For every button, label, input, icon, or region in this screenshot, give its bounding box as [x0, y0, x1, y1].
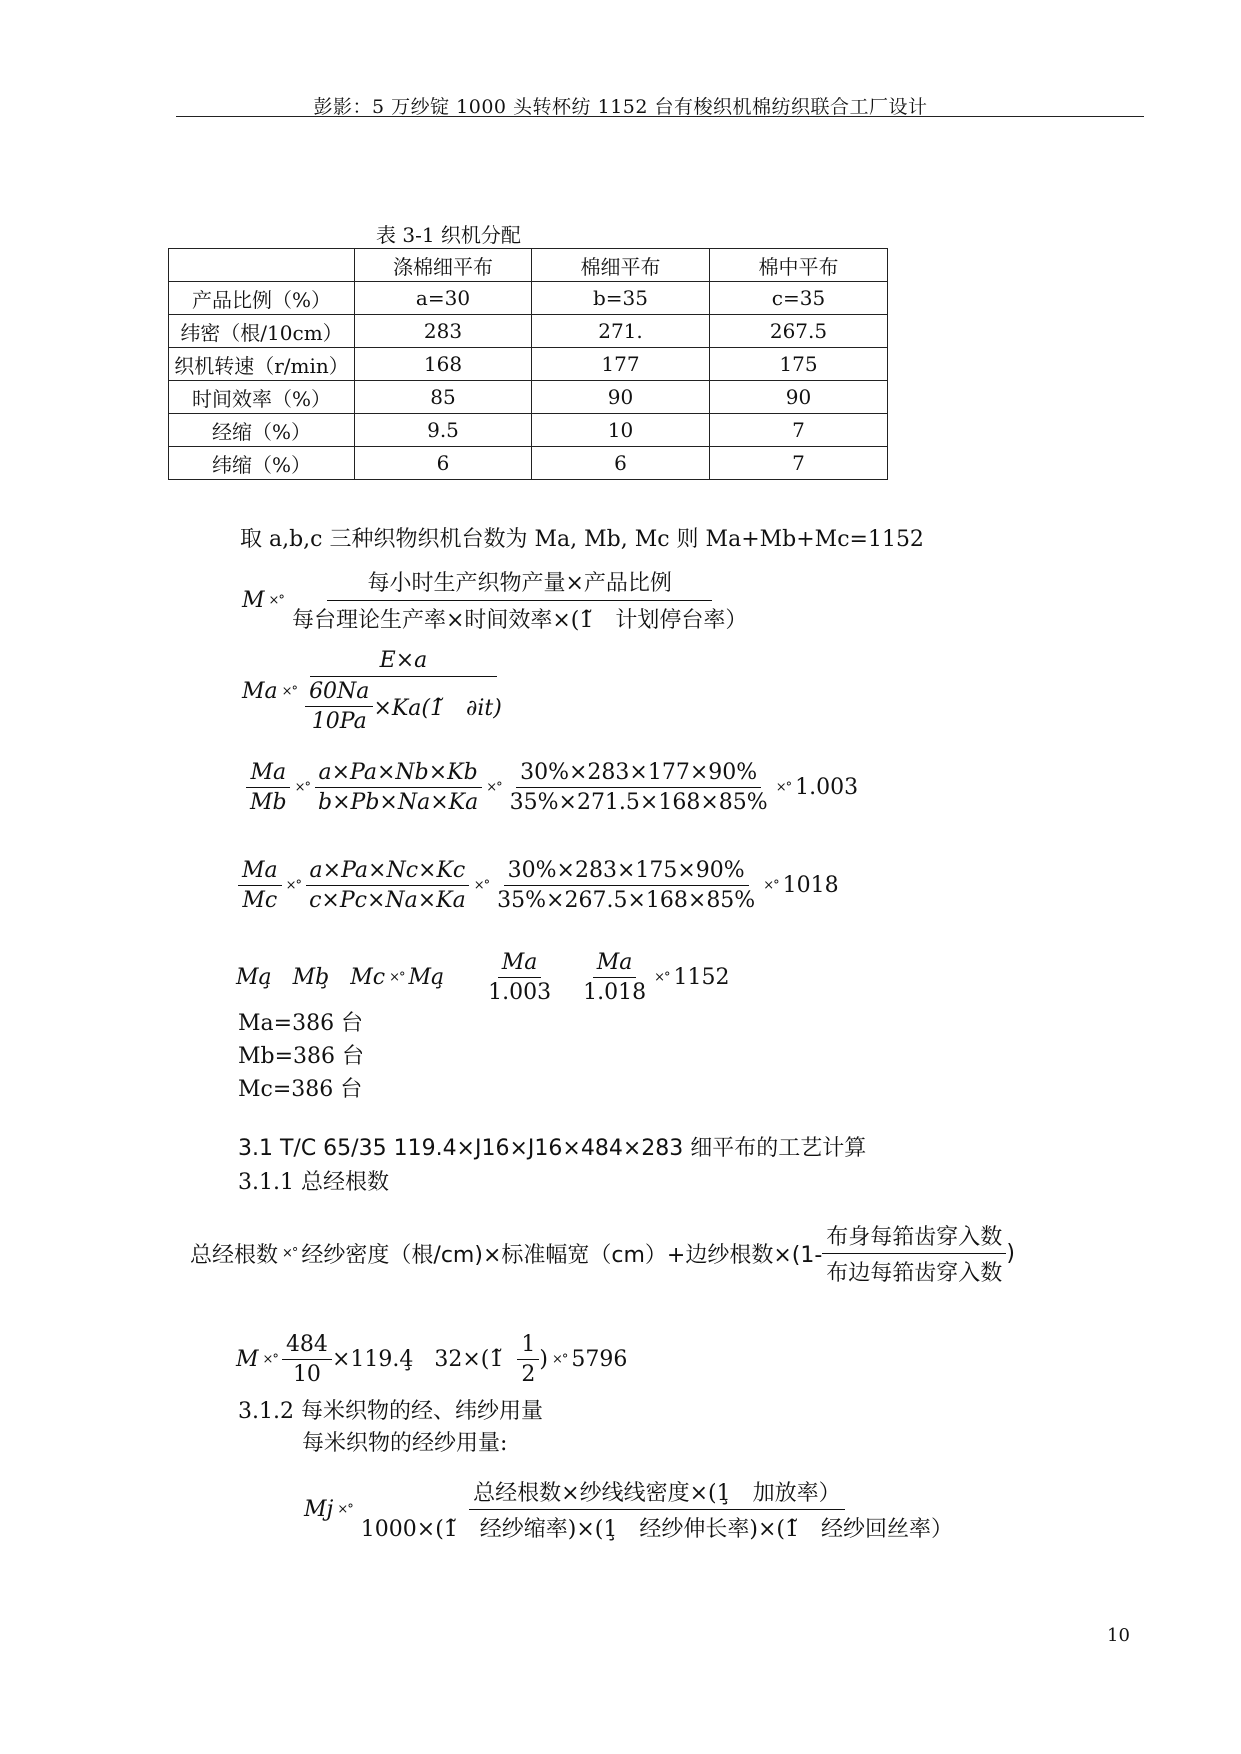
table-cell: a=30 [355, 282, 532, 315]
table-cell: 6 [355, 447, 532, 480]
denominator: 35%×267.5×168×85% [497, 888, 756, 913]
equals-symbol: ×° [775, 780, 792, 795]
numerator: 每小时生产织物产量×产品比例 [327, 566, 711, 601]
table-cell: 10 [532, 414, 710, 447]
section-heading-3-1-1: 3.1.1 总经根数 [238, 1170, 389, 1195]
formula-middle: ×119.4̧ 32×(1̃ [331, 1347, 504, 1372]
formula-5 [236, 950, 730, 1005]
table-cell: 85 [355, 381, 532, 414]
table-header-row [169, 249, 888, 282]
denominator [301, 677, 506, 734]
table-cell: 6 [532, 447, 710, 480]
denominator: c×Pc×Na×Ka [309, 888, 466, 913]
fraction [517, 1332, 539, 1387]
table-cell: 时间效率（%） [169, 381, 355, 414]
formula-result: 1152 [673, 965, 730, 990]
numerator: a×Pa×Nb×Kb [315, 760, 482, 788]
formula-result: 1018 [782, 873, 839, 898]
table-cell: 175 [710, 348, 888, 381]
formula-result: 5796 [571, 1347, 628, 1372]
numerator: E×a [310, 648, 498, 677]
numerator: 总经根数×纱线线密度×(1̧ 加放率） [469, 1476, 844, 1510]
denominator: Mc [242, 888, 278, 913]
table-cell: 90 [532, 381, 710, 414]
numerator: 30%×283×175×90% [504, 858, 749, 886]
table-cell: c=35 [710, 282, 888, 315]
denominator: 2 [521, 1362, 536, 1387]
table-cell: 7 [710, 414, 888, 447]
table-cell: b=35 [532, 282, 710, 315]
formula-1 [242, 566, 751, 634]
numerator: 484 [282, 1332, 332, 1360]
table-caption: 表 3-1 织机分配 [376, 223, 521, 247]
inner-numerator: 60Na [305, 679, 373, 707]
table-cell: 织机转速（r/min） [169, 348, 355, 381]
fraction [288, 566, 751, 634]
equals-symbol: ×° [281, 683, 298, 699]
inner-fraction [305, 679, 373, 734]
intro-paragraph: 取 a,b,c 三种织物织机台数为 Ma, Mb, Mc 则 Ma+Mb+Mc=1152 [240, 527, 924, 552]
denominator: 每台理论生产率×时间效率×(1̃ 计划停台率） [291, 608, 748, 633]
table-cell: 9.5 [355, 414, 532, 447]
equals-symbol: ×° [473, 878, 490, 893]
fraction [822, 1220, 1006, 1287]
denominator: Mb [250, 790, 287, 815]
formula-4 [238, 858, 839, 913]
results-block [238, 1007, 364, 1106]
table-header-cell: 涤棉细平布 [355, 249, 532, 282]
equals-symbol: ×° [268, 592, 284, 608]
equals-symbol: ×° [551, 1352, 568, 1367]
running-header: 彭影：5 万纱锭 1000 头转杯纺 1152 台有梭织机棉纺织联合工厂设计 [313, 96, 928, 118]
numerator: Ma [498, 950, 542, 978]
equals-symbol: ×° [285, 878, 302, 893]
equals-symbol: ×° [294, 780, 311, 795]
numeric-fraction [493, 858, 759, 913]
denominator: 1000×(1̃ 经纱缩率)×(1̧ 经纱伸长率)×(1̃ 经纱回丝率） [360, 1517, 953, 1542]
formula-lhs: M [242, 587, 265, 613]
numerator: a×Pa×Nc×Kc [306, 858, 470, 886]
formula-7 [236, 1332, 627, 1387]
table-cell: 纬缩（%） [169, 447, 355, 480]
table-cell: 177 [532, 348, 710, 381]
table-row [169, 348, 888, 381]
symbolic-fraction [314, 760, 482, 815]
equals-symbol: ×° [389, 970, 405, 985]
formula-rhs: 经纱密度（根/cm)×标准幅宽（cm）+边纱根数×(1- [301, 1243, 823, 1268]
result-line: Mc=386 台 [238, 1077, 363, 1102]
equals-symbol: ×° [282, 1246, 298, 1261]
lhs-fraction [238, 858, 282, 913]
denominator: b×Pb×Na×Ka [318, 790, 479, 815]
fraction [357, 1476, 957, 1543]
closing-paren: ) [1006, 1241, 1015, 1266]
equals-symbol: ×° [262, 1352, 278, 1367]
numerator: Ma [246, 760, 290, 788]
result-line: Ma=386 台 [238, 1011, 364, 1036]
formula-3 [246, 760, 858, 815]
denominator: 1.003 [488, 980, 552, 1005]
page-number: 10 [1107, 1625, 1130, 1646]
table-cell: 经缩（%） [169, 414, 355, 447]
numerator: 1 [517, 1332, 539, 1360]
table-row [169, 315, 888, 348]
equals-symbol: ×° [763, 878, 779, 893]
numeric-fraction [506, 760, 772, 815]
equals-symbol: ×° [486, 780, 502, 795]
denominator: 35%×271.5×168×85% [509, 790, 768, 815]
table-cell: 90 [710, 381, 888, 414]
numerator: 30%×283×177×90% [516, 760, 761, 788]
numerator: 布身每筘齿穿入数 [822, 1220, 1006, 1254]
result-line: Mb=386 台 [238, 1044, 365, 1069]
table-cell: 267.5 [710, 315, 888, 348]
table-cell: 产品比例（%） [169, 282, 355, 315]
denominator: 10 [292, 1362, 321, 1387]
formula-lhs: M [236, 1347, 259, 1372]
subsection-label: 每米织物的经纱用量: [302, 1431, 508, 1456]
lhs-fraction [246, 760, 291, 815]
denominator: 1.018 [583, 980, 647, 1005]
inner-denominator: 10Pa [311, 709, 367, 734]
formula-lhs: Mj [304, 1497, 334, 1522]
table-cell: 168 [355, 348, 532, 381]
formula-result: 1.003 [795, 775, 859, 800]
loom-allocation-table [168, 248, 888, 480]
fraction [484, 950, 555, 1005]
equals-symbol: ×° [337, 1502, 353, 1517]
formula-8 [304, 1476, 957, 1543]
table-row [169, 414, 888, 447]
denominator: 布边每筘齿穿入数 [826, 1261, 1003, 1286]
table-cell: 7 [710, 447, 888, 480]
formula-lhs: Ma̧ Mb̧ Mc [236, 965, 386, 990]
table-header-cell: 棉中平布 [710, 249, 888, 282]
formula-lhs: 总经根数 [190, 1243, 279, 1268]
header-rule [176, 116, 1144, 117]
section-heading-3-1: 3.1 T/C 65/35 119.4×J16×J16×484×283 细平布的工艺计算 [238, 1136, 867, 1161]
formula-lhs: Ma [242, 678, 278, 704]
fraction [301, 648, 506, 734]
table-cell: 283 [355, 315, 532, 348]
table-row [169, 447, 888, 480]
formula-6 [190, 1220, 1015, 1287]
symbolic-fraction [305, 858, 470, 913]
table-cell: 纬密（根/10cm） [169, 315, 355, 348]
formula-rhs-lead: Ma̧ [408, 965, 445, 990]
fraction [579, 950, 650, 1005]
fraction [282, 1332, 332, 1387]
table-row [169, 282, 888, 315]
numerator: Ma [238, 858, 282, 886]
table-header-cell: 棉细平布 [532, 249, 710, 282]
formula-2 [242, 648, 506, 734]
closing-paren: ) [539, 1347, 548, 1372]
numerator: Ma [593, 950, 637, 978]
table-row [169, 381, 888, 414]
equals-symbol: ×° [654, 970, 670, 985]
table-header-cell [169, 249, 355, 282]
section-heading-3-1-2: 3.1.2 每米织物的经、纬纱用量 [238, 1399, 543, 1424]
table-cell: 271. [532, 315, 710, 348]
denominator-rest: ×Ka(1̃ ∂it) [373, 696, 502, 721]
